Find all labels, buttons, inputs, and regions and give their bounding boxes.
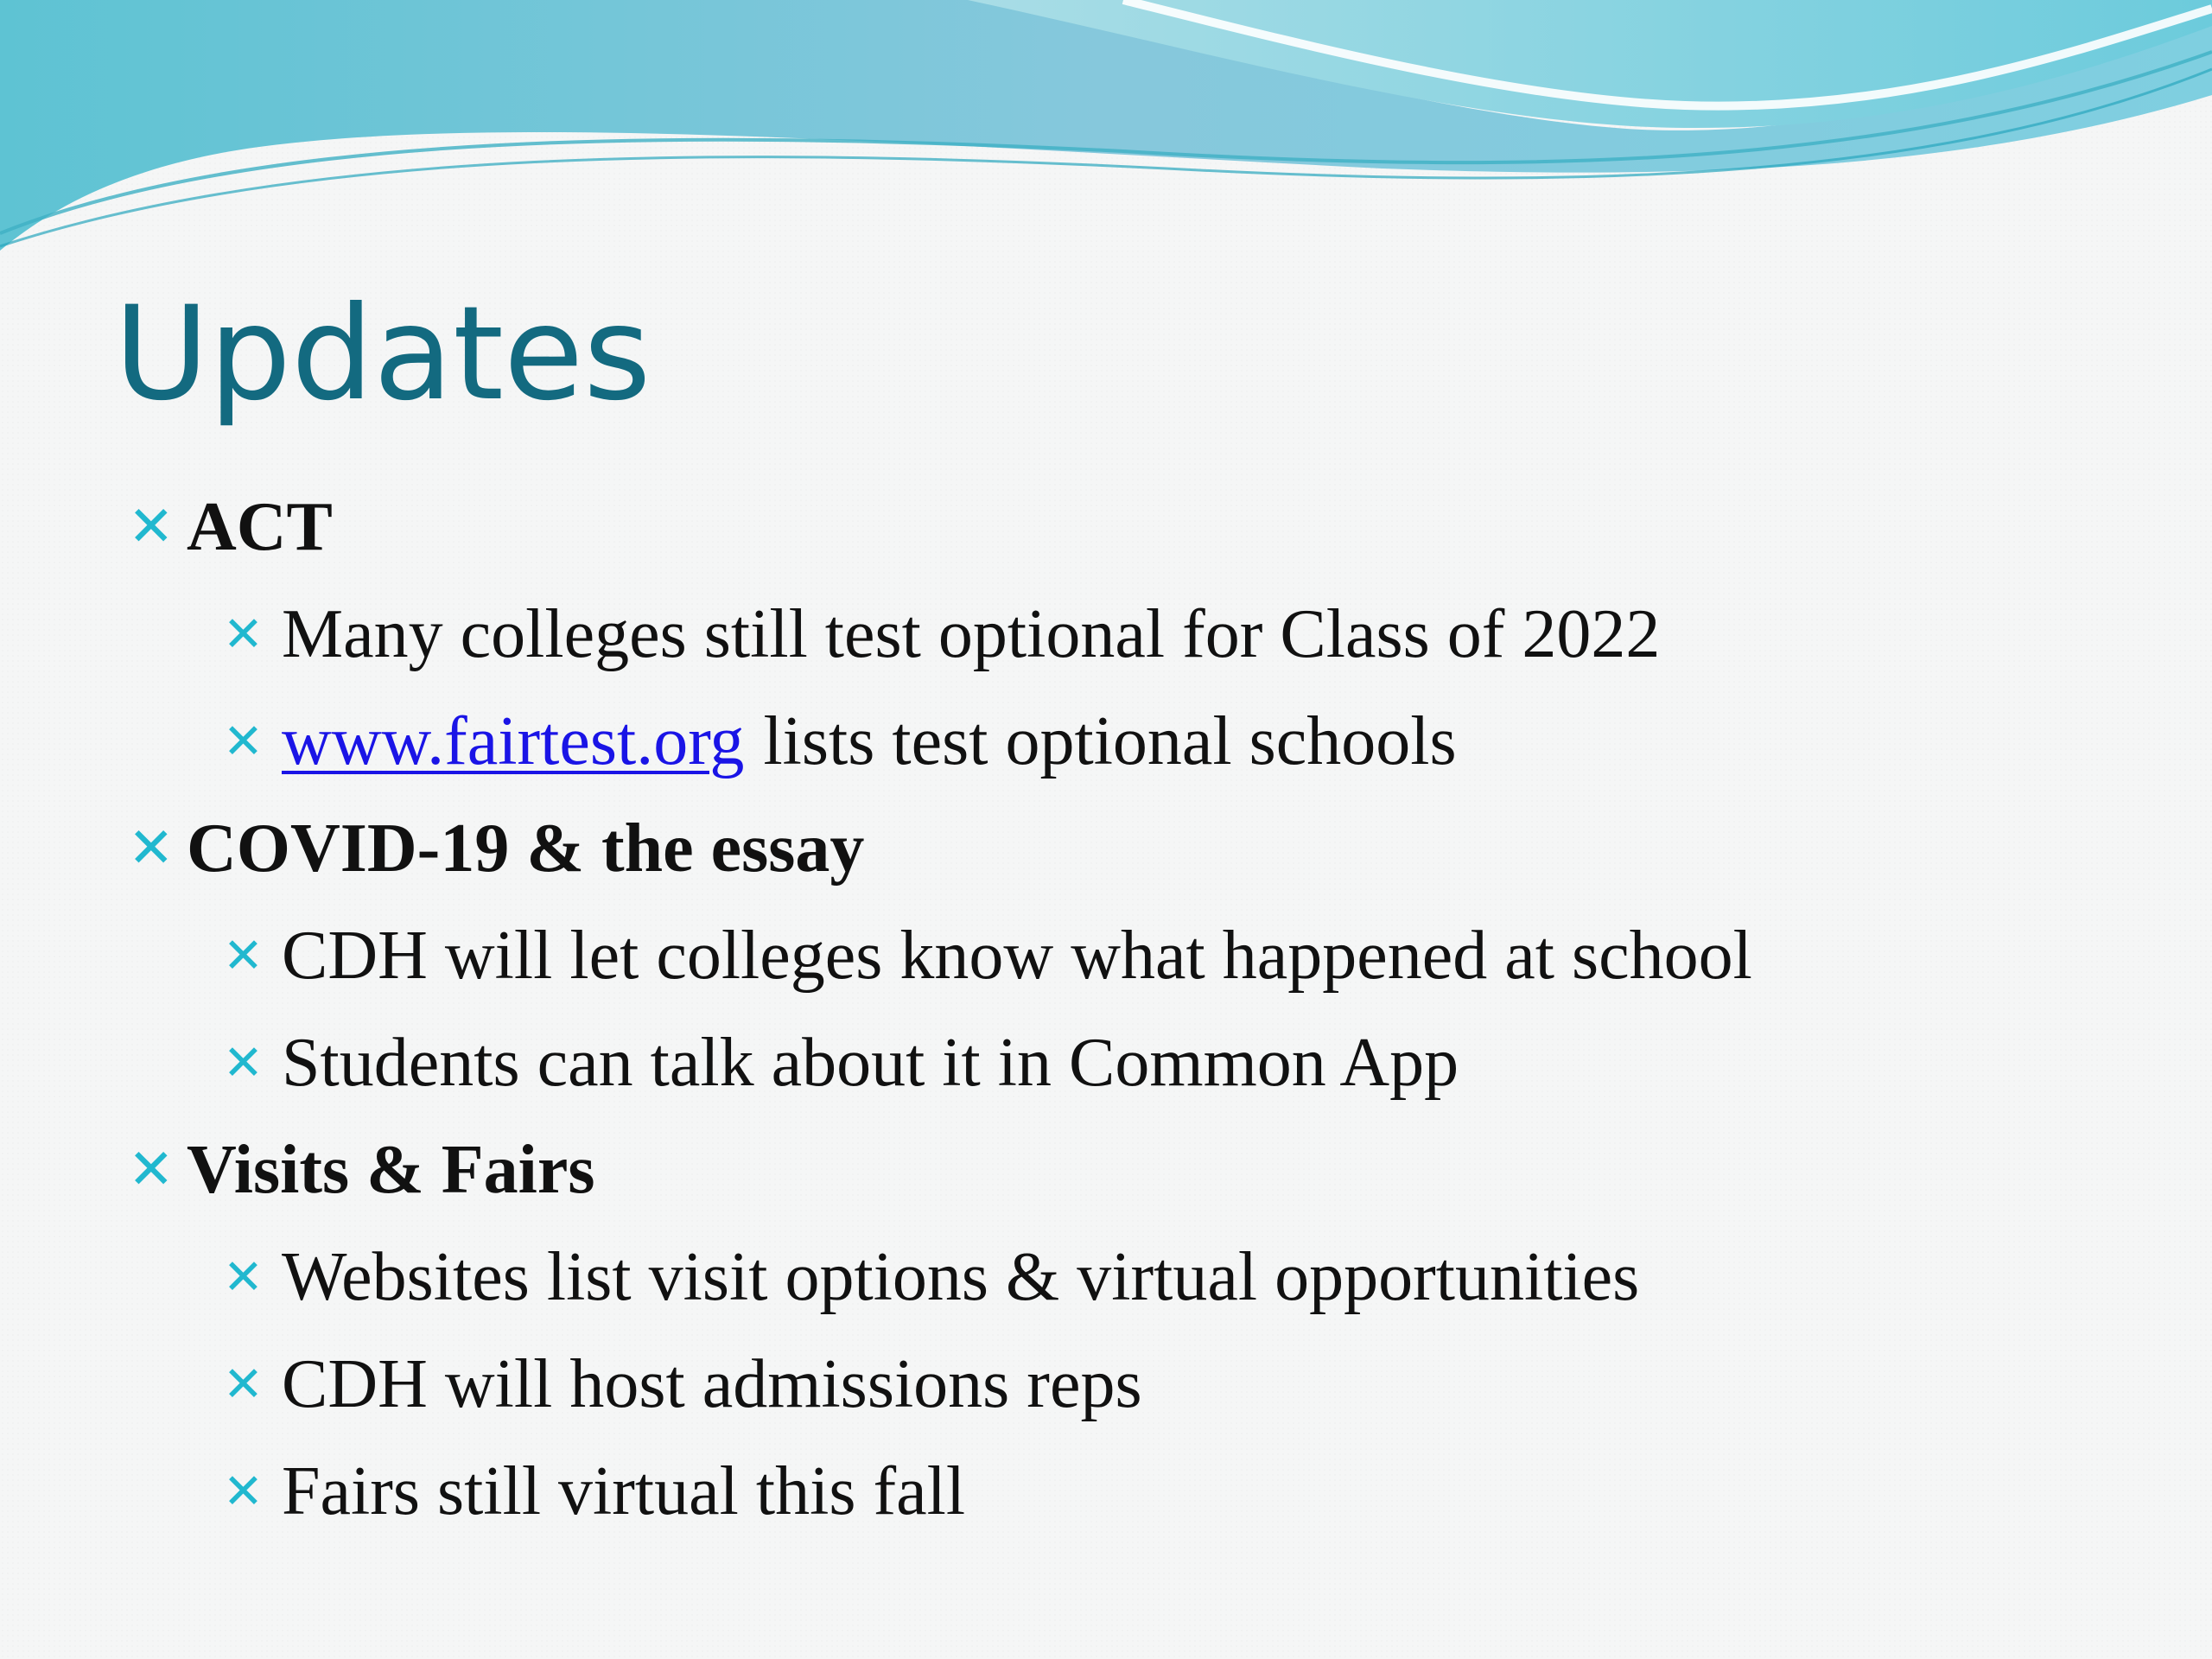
x-bullet-icon: ✕ bbox=[223, 1356, 264, 1413]
slide-title: Updates bbox=[114, 279, 652, 429]
header-wave-decoration bbox=[0, 0, 2212, 259]
list-item-text: Students can talk about it in Common App bbox=[282, 1024, 1459, 1101]
list-item bbox=[128, 1331, 2167, 1438]
section-heading-label: ACT bbox=[187, 488, 333, 565]
list-item-text: Many colleges still test optional for Class of 2022 bbox=[282, 595, 1661, 672]
x-bullet-icon: ✕ bbox=[223, 927, 264, 984]
section-heading-label: COVID-19 & the essay bbox=[187, 810, 865, 887]
section-heading-act bbox=[128, 474, 2167, 581]
list-item bbox=[128, 581, 2167, 688]
x-bullet-icon: ✕ bbox=[128, 495, 175, 559]
list-item-text: Fairs still virtual this fall bbox=[282, 1452, 966, 1529]
x-bullet-icon: ✕ bbox=[223, 1034, 264, 1091]
section-heading-visits bbox=[128, 1116, 2167, 1224]
list-item bbox=[128, 1009, 2167, 1116]
list-item-text: CDH will let colleges know what happened at school bbox=[282, 917, 1752, 994]
x-bullet-icon: ✕ bbox=[128, 1138, 175, 1202]
x-bullet-icon: ✕ bbox=[128, 817, 175, 880]
list-item bbox=[128, 902, 2167, 1009]
fairtest-link[interactable]: www.fairtest.org bbox=[282, 702, 745, 779]
section-heading-covid bbox=[128, 795, 2167, 902]
x-bullet-icon: ✕ bbox=[223, 713, 264, 770]
list-item-text: Websites list visit options & virtual opportunities bbox=[282, 1238, 1640, 1315]
list-item-text: lists test optional schools bbox=[763, 702, 1457, 779]
x-bullet-icon: ✕ bbox=[223, 1463, 264, 1520]
x-bullet-icon: ✕ bbox=[223, 1249, 264, 1306]
list-item bbox=[128, 1224, 2167, 1331]
list-item-text: CDH will host admissions reps bbox=[282, 1345, 1142, 1422]
bullet-list bbox=[128, 474, 2167, 1545]
list-item bbox=[128, 688, 2167, 795]
list-item bbox=[128, 1438, 2167, 1545]
section-heading-label: Visits & Fairs bbox=[187, 1131, 595, 1208]
x-bullet-icon: ✕ bbox=[223, 606, 264, 663]
